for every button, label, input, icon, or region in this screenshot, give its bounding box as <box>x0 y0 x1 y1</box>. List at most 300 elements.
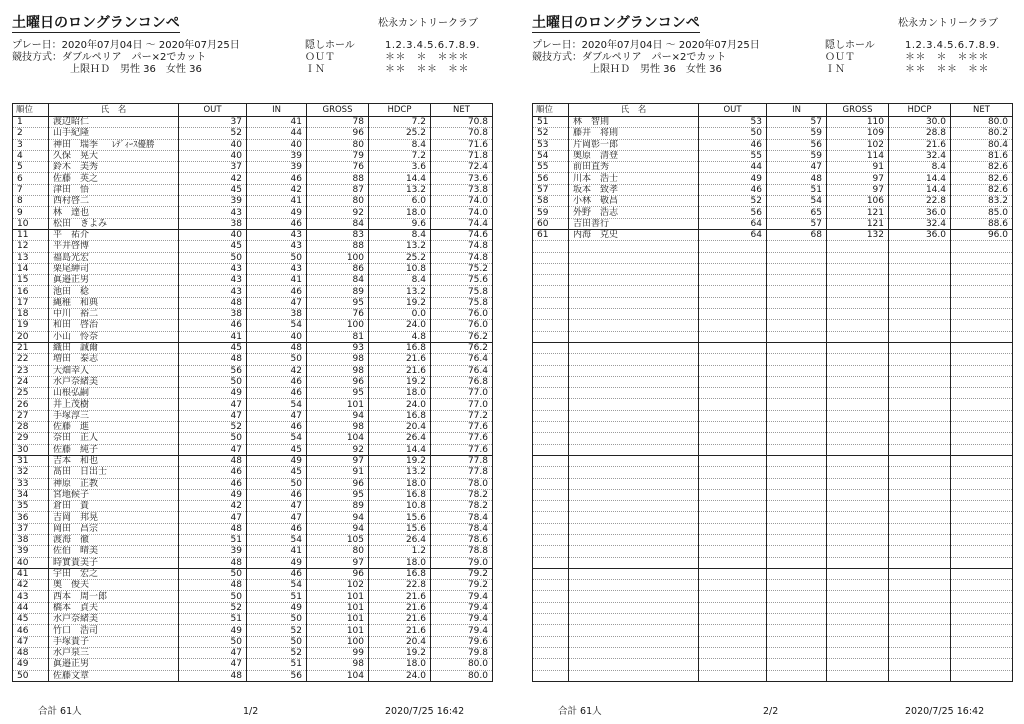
empty-row <box>533 275 1013 286</box>
in-cell: 65 <box>767 207 827 218</box>
hdcp-cell <box>889 647 951 658</box>
in-cell: 45 <box>247 467 307 478</box>
table-row <box>13 422 493 433</box>
in-label: ＩＮ <box>825 64 845 75</box>
player-name: 久保 晃大 <box>53 151 99 162</box>
net-cell <box>951 614 1013 625</box>
net-cell: 96.0 <box>951 229 1013 240</box>
hdcp-cell <box>889 320 951 331</box>
out-cell: 43 <box>179 207 247 218</box>
in-cell: 41 <box>247 546 307 557</box>
player-name: 橋本 貞夫 <box>53 602 99 613</box>
hdcp-cell: 25.2 <box>369 252 431 263</box>
empty-row <box>533 534 1013 545</box>
table-row <box>13 252 493 263</box>
in-cell <box>767 263 827 274</box>
results-body <box>533 117 1013 682</box>
net-cell: 83.2 <box>951 196 1013 207</box>
gross-cell: 76 <box>307 309 369 320</box>
rank-cell: 37 <box>13 523 49 534</box>
hdcp-cell <box>889 399 951 410</box>
gross-cell <box>827 444 889 455</box>
table-row <box>533 162 1013 173</box>
player-name: 奥 俊夫 <box>53 580 90 591</box>
out-cell: 56 <box>699 207 767 218</box>
name-cell <box>569 241 699 252</box>
gross-cell: 102 <box>307 580 369 591</box>
net-cell: 79.4 <box>431 591 493 602</box>
name-cell <box>49 467 179 478</box>
in-cell: 50 <box>247 478 307 489</box>
hdcp-cell: 10.8 <box>369 263 431 274</box>
gross-cell: 98 <box>307 659 369 670</box>
results-body <box>13 117 493 682</box>
hdcp-cell <box>889 478 951 489</box>
competition-title: 土曜日のロングランコンペ <box>12 15 180 31</box>
name-cell <box>569 546 699 557</box>
gross-cell: 104 <box>307 670 369 681</box>
net-cell <box>951 546 1013 557</box>
hdcp-cell <box>889 388 951 399</box>
net-cell: 78.2 <box>431 489 493 500</box>
out-cell: 43 <box>179 263 247 274</box>
net-cell <box>951 467 1013 478</box>
in-cell: 42 <box>247 184 307 195</box>
out-cell: 52 <box>179 422 247 433</box>
out-cell: 38 <box>179 218 247 229</box>
name-cell <box>569 591 699 602</box>
net-cell: 76.8 <box>431 376 493 387</box>
rank-cell: 29 <box>13 433 49 444</box>
gross-cell <box>827 376 889 387</box>
table-row <box>13 410 493 421</box>
name-cell <box>49 263 179 274</box>
hidden-holes-label: 隠しホール <box>825 40 875 51</box>
out-cell: 52 <box>179 128 247 139</box>
hidden-holes-list: 1.2.3.4.5.6.7.8.9. <box>385 40 480 51</box>
gross-cell: 106 <box>827 196 889 207</box>
hdcp-header: HDCP <box>369 104 431 117</box>
name-cell <box>569 580 699 591</box>
player-name: 片岡彰一郎 <box>573 139 619 150</box>
rank-cell: 13 <box>13 252 49 263</box>
net-cell <box>951 399 1013 410</box>
gross-cell <box>827 523 889 534</box>
out-cell: 43 <box>179 286 247 297</box>
out-cell: 48 <box>179 557 247 568</box>
out-cell <box>699 444 767 455</box>
rank-cell <box>533 647 569 658</box>
name-header: 氏 名 <box>49 104 179 117</box>
out-cell <box>699 455 767 466</box>
rank-cell <box>533 546 569 557</box>
hdcp-cell: 14.4 <box>889 173 951 184</box>
table-row <box>13 365 493 376</box>
out-cell: 45 <box>179 241 247 252</box>
table-row <box>13 580 493 591</box>
out-cell <box>699 422 767 433</box>
in-cell <box>767 614 827 625</box>
out-cell <box>699 399 767 410</box>
rank-cell <box>533 444 569 455</box>
hdcp-cell: 14.4 <box>889 184 951 195</box>
out-cell <box>699 252 767 263</box>
hdcp-cell: 16.8 <box>369 568 431 579</box>
table-row <box>13 128 493 139</box>
in-cell: 54 <box>247 433 307 444</box>
hdcp-cell: 24.0 <box>369 399 431 410</box>
gross-cell: 104 <box>307 433 369 444</box>
empty-row <box>533 647 1013 658</box>
table-row <box>533 128 1013 139</box>
in-cell: 46 <box>247 568 307 579</box>
rank-cell: 26 <box>13 399 49 410</box>
net-cell: 71.8 <box>431 150 493 161</box>
net-cell: 82.6 <box>951 184 1013 195</box>
rank-cell <box>533 534 569 545</box>
in-cell <box>767 512 827 523</box>
net-cell: 75.8 <box>431 286 493 297</box>
hdcp-cell: 19.2 <box>369 647 431 658</box>
table-row <box>13 523 493 534</box>
name-cell <box>569 670 699 681</box>
in-cell: 54 <box>767 196 827 207</box>
player-name: 手塚淳三 <box>53 410 90 421</box>
net-cell: 80.0 <box>431 659 493 670</box>
name-cell <box>49 196 179 207</box>
out-cell <box>699 557 767 568</box>
in-cell <box>767 455 827 466</box>
player-name: 眞邉正男 <box>53 275 90 286</box>
gross-header: GROSS <box>827 104 889 117</box>
hdcp-cell: 6.0 <box>369 196 431 207</box>
hdcp-cell: 0.0 <box>369 309 431 320</box>
out-cell: 50 <box>699 128 767 139</box>
gross-cell: 88 <box>307 173 369 184</box>
out-cell: 64 <box>699 218 767 229</box>
name-cell <box>569 602 699 613</box>
hdcp-cell <box>889 512 951 523</box>
hdcp-cell: 9.6 <box>369 218 431 229</box>
player-name: 栗尾紳司 <box>53 264 90 274</box>
gross-cell: 80 <box>307 139 369 150</box>
gross-cell: 105 <box>307 534 369 545</box>
in-cell: 43 <box>247 229 307 240</box>
table-row <box>13 150 493 161</box>
rank-cell: 24 <box>13 376 49 387</box>
name-cell <box>569 263 699 274</box>
gross-cell: 94 <box>307 410 369 421</box>
table-row <box>13 602 493 613</box>
player-name: 水戸奈緒美 <box>53 614 99 625</box>
in-cell: 46 <box>247 523 307 534</box>
out-cell: 46 <box>179 467 247 478</box>
table-row <box>13 670 493 681</box>
net-cell: 78.2 <box>431 501 493 512</box>
net-cell: 70.8 <box>431 128 493 139</box>
rank-cell <box>533 455 569 466</box>
hdcp-cell <box>889 602 951 613</box>
in-cell: 47 <box>247 410 307 421</box>
table-row <box>13 444 493 455</box>
net-cell <box>951 557 1013 568</box>
rank-cell <box>533 275 569 286</box>
gross-cell: 88 <box>307 241 369 252</box>
hdcp-cell <box>889 501 951 512</box>
in-cell <box>767 376 827 387</box>
player-name: 松田 きよみ <box>53 218 108 229</box>
hdcp-cell: 7.2 <box>369 150 431 161</box>
hdcp-cell <box>889 625 951 636</box>
gross-cell: 84 <box>307 275 369 286</box>
net-cell <box>951 636 1013 647</box>
out-cell: 47 <box>179 659 247 670</box>
hdcp-cell <box>889 670 951 681</box>
in-cell <box>767 467 827 478</box>
rank-cell <box>533 467 569 478</box>
net-cell <box>951 388 1013 399</box>
net-cell <box>951 602 1013 613</box>
club-name: 松永カントリークラブ <box>898 18 998 29</box>
out-cell: 39 <box>179 546 247 557</box>
hdcp-cell <box>889 659 951 670</box>
net-cell <box>951 320 1013 331</box>
name-cell <box>569 647 699 658</box>
in-cell: 47 <box>247 297 307 308</box>
rank-cell <box>533 591 569 602</box>
rank-cell: 22 <box>13 354 49 365</box>
gross-cell: 114 <box>827 150 889 161</box>
rank-cell: 21 <box>13 342 49 353</box>
in-cell: 40 <box>247 331 307 342</box>
player-name: 吉田善行 <box>573 218 610 229</box>
player-name: 中川 裕二 <box>53 309 99 320</box>
in-cell: 46 <box>247 489 307 500</box>
in-cell <box>767 286 827 297</box>
hdcp-cell: 21.6 <box>369 625 431 636</box>
name-cell <box>49 422 179 433</box>
empty-row <box>533 241 1013 252</box>
net-cell: 74.4 <box>431 218 493 229</box>
in-cell: 46 <box>247 422 307 433</box>
gross-cell <box>827 614 889 625</box>
hdcp-cell <box>889 467 951 478</box>
name-cell <box>49 252 179 263</box>
table-row <box>13 647 493 658</box>
out-header: OUT <box>179 104 247 117</box>
rank-cell: 16 <box>13 286 49 297</box>
out-cell: 47 <box>179 410 247 421</box>
rank-cell <box>533 568 569 579</box>
net-cell: 75.8 <box>431 297 493 308</box>
empty-row <box>533 365 1013 376</box>
in-cell <box>767 636 827 647</box>
in-cell <box>767 444 827 455</box>
hdcp-cell: 18.0 <box>369 207 431 218</box>
gross-cell: 101 <box>307 614 369 625</box>
gross-cell <box>827 512 889 523</box>
player-name: 神田 瑞季 <box>53 139 99 150</box>
gross-cell <box>827 534 889 545</box>
results-table <box>532 103 1013 682</box>
net-header: NET <box>951 104 1013 117</box>
gross-cell: 101 <box>307 602 369 613</box>
hdcp-cell: 15.6 <box>369 512 431 523</box>
rank-cell: 34 <box>13 489 49 500</box>
table-row <box>13 455 493 466</box>
player-name: 竹口 浩司 <box>53 625 99 636</box>
hdcp-cell <box>889 523 951 534</box>
name-cell <box>569 297 699 308</box>
player-name: 時實貴美子 <box>53 557 99 568</box>
net-cell <box>951 534 1013 545</box>
out-cell <box>699 342 767 353</box>
empty-row <box>533 297 1013 308</box>
name-cell <box>49 602 179 613</box>
player-name: 山根弘嗣 <box>53 388 90 399</box>
out-cell: 50 <box>179 591 247 602</box>
gross-cell: 89 <box>307 286 369 297</box>
rank-cell <box>533 478 569 489</box>
out-cell: 47 <box>179 512 247 523</box>
name-cell <box>569 275 699 286</box>
page-number: 1/2 <box>243 706 259 717</box>
out-cell <box>699 433 767 444</box>
gross-cell: 102 <box>827 139 889 150</box>
gross-cell <box>827 410 889 421</box>
out-cell: 47 <box>179 399 247 410</box>
hdcp-cell <box>889 297 951 308</box>
name-cell <box>49 354 179 365</box>
hdcp-cell: 36.0 <box>889 207 951 218</box>
gross-cell: 101 <box>307 399 369 410</box>
empty-row <box>533 433 1013 444</box>
name-cell <box>49 478 179 489</box>
in-cell: 50 <box>247 354 307 365</box>
rank-cell: 9 <box>13 207 49 218</box>
empty-row <box>533 455 1013 466</box>
gross-cell: 132 <box>827 229 889 240</box>
empty-row <box>533 354 1013 365</box>
player-name: 倉田 貴 <box>53 501 90 512</box>
player-name: 手塚貴子 <box>53 636 90 647</box>
net-cell: 81.6 <box>951 150 1013 161</box>
out-cell <box>699 320 767 331</box>
table-row <box>533 117 1013 128</box>
rank-cell <box>533 433 569 444</box>
in-cell: 39 <box>247 162 307 173</box>
in-cell <box>767 342 827 353</box>
hdcp-cell: 3.6 <box>369 162 431 173</box>
net-cell <box>951 365 1013 376</box>
out-cell: 48 <box>179 670 247 681</box>
net-cell: 71.6 <box>431 139 493 150</box>
net-cell: 70.8 <box>431 117 493 128</box>
name-cell <box>49 534 179 545</box>
hdcp-cell: 24.0 <box>369 320 431 331</box>
empty-row <box>533 489 1013 500</box>
in-cell <box>767 433 827 444</box>
hdcp-cell: 20.4 <box>369 422 431 433</box>
in-cell <box>767 297 827 308</box>
player-name: 佐伯 晴美 <box>53 546 99 557</box>
net-header: NET <box>431 104 493 117</box>
name-cell <box>49 433 179 444</box>
out-cell <box>699 636 767 647</box>
table-row <box>13 173 493 184</box>
net-cell <box>951 512 1013 523</box>
in-cell: 68 <box>767 229 827 240</box>
out-cell: 49 <box>179 388 247 399</box>
rank-cell: 38 <box>13 534 49 545</box>
rank-cell <box>533 331 569 342</box>
table-row <box>533 139 1013 150</box>
gross-header: GROSS <box>307 104 369 117</box>
hdcp-cell: 26.4 <box>369 433 431 444</box>
name-cell <box>569 309 699 320</box>
net-cell: 75.6 <box>431 275 493 286</box>
in-cell: 52 <box>247 625 307 636</box>
gross-cell <box>827 501 889 512</box>
empty-row <box>533 602 1013 613</box>
out-cell <box>699 670 767 681</box>
gross-cell: 98 <box>307 422 369 433</box>
name-cell <box>569 207 699 218</box>
in-cell <box>767 489 827 500</box>
in-cell <box>767 354 827 365</box>
hdcp-cell <box>889 489 951 500</box>
gross-cell: 97 <box>307 455 369 466</box>
table-row <box>13 275 493 286</box>
out-cell: 51 <box>179 534 247 545</box>
in-cell: 51 <box>247 591 307 602</box>
hdcp-cell <box>889 354 951 365</box>
net-cell: 74.8 <box>431 252 493 263</box>
gross-cell: 100 <box>307 636 369 647</box>
name-cell <box>569 636 699 647</box>
name-cell <box>49 286 179 297</box>
gross-cell <box>827 309 889 320</box>
out-cell: 38 <box>179 309 247 320</box>
name-cell <box>569 523 699 534</box>
in-label: ＩＮ <box>305 64 325 75</box>
hdcp-cell: 28.8 <box>889 128 951 139</box>
out-cell <box>699 546 767 557</box>
net-cell <box>951 286 1013 297</box>
player-name: 佐藤 英之 <box>53 173 99 184</box>
in-cell: 50 <box>247 614 307 625</box>
out-cell: 46 <box>699 139 767 150</box>
net-cell: 78.4 <box>431 512 493 523</box>
gross-cell: 80 <box>307 546 369 557</box>
hdcp-cell: 13.2 <box>369 286 431 297</box>
table-row <box>533 207 1013 218</box>
table-row <box>533 229 1013 240</box>
name-cell <box>569 433 699 444</box>
name-cell <box>49 207 179 218</box>
out-cell <box>699 478 767 489</box>
net-cell <box>951 252 1013 263</box>
table-row <box>13 229 493 240</box>
gross-cell <box>827 636 889 647</box>
rank-cell: 17 <box>13 297 49 308</box>
in-cell: 52 <box>247 647 307 658</box>
hdcp-cell: 21.6 <box>889 139 951 150</box>
in-cell <box>767 365 827 376</box>
gross-cell: 93 <box>307 342 369 353</box>
gross-cell <box>827 241 889 252</box>
hdcp-cell: 16.8 <box>369 489 431 500</box>
